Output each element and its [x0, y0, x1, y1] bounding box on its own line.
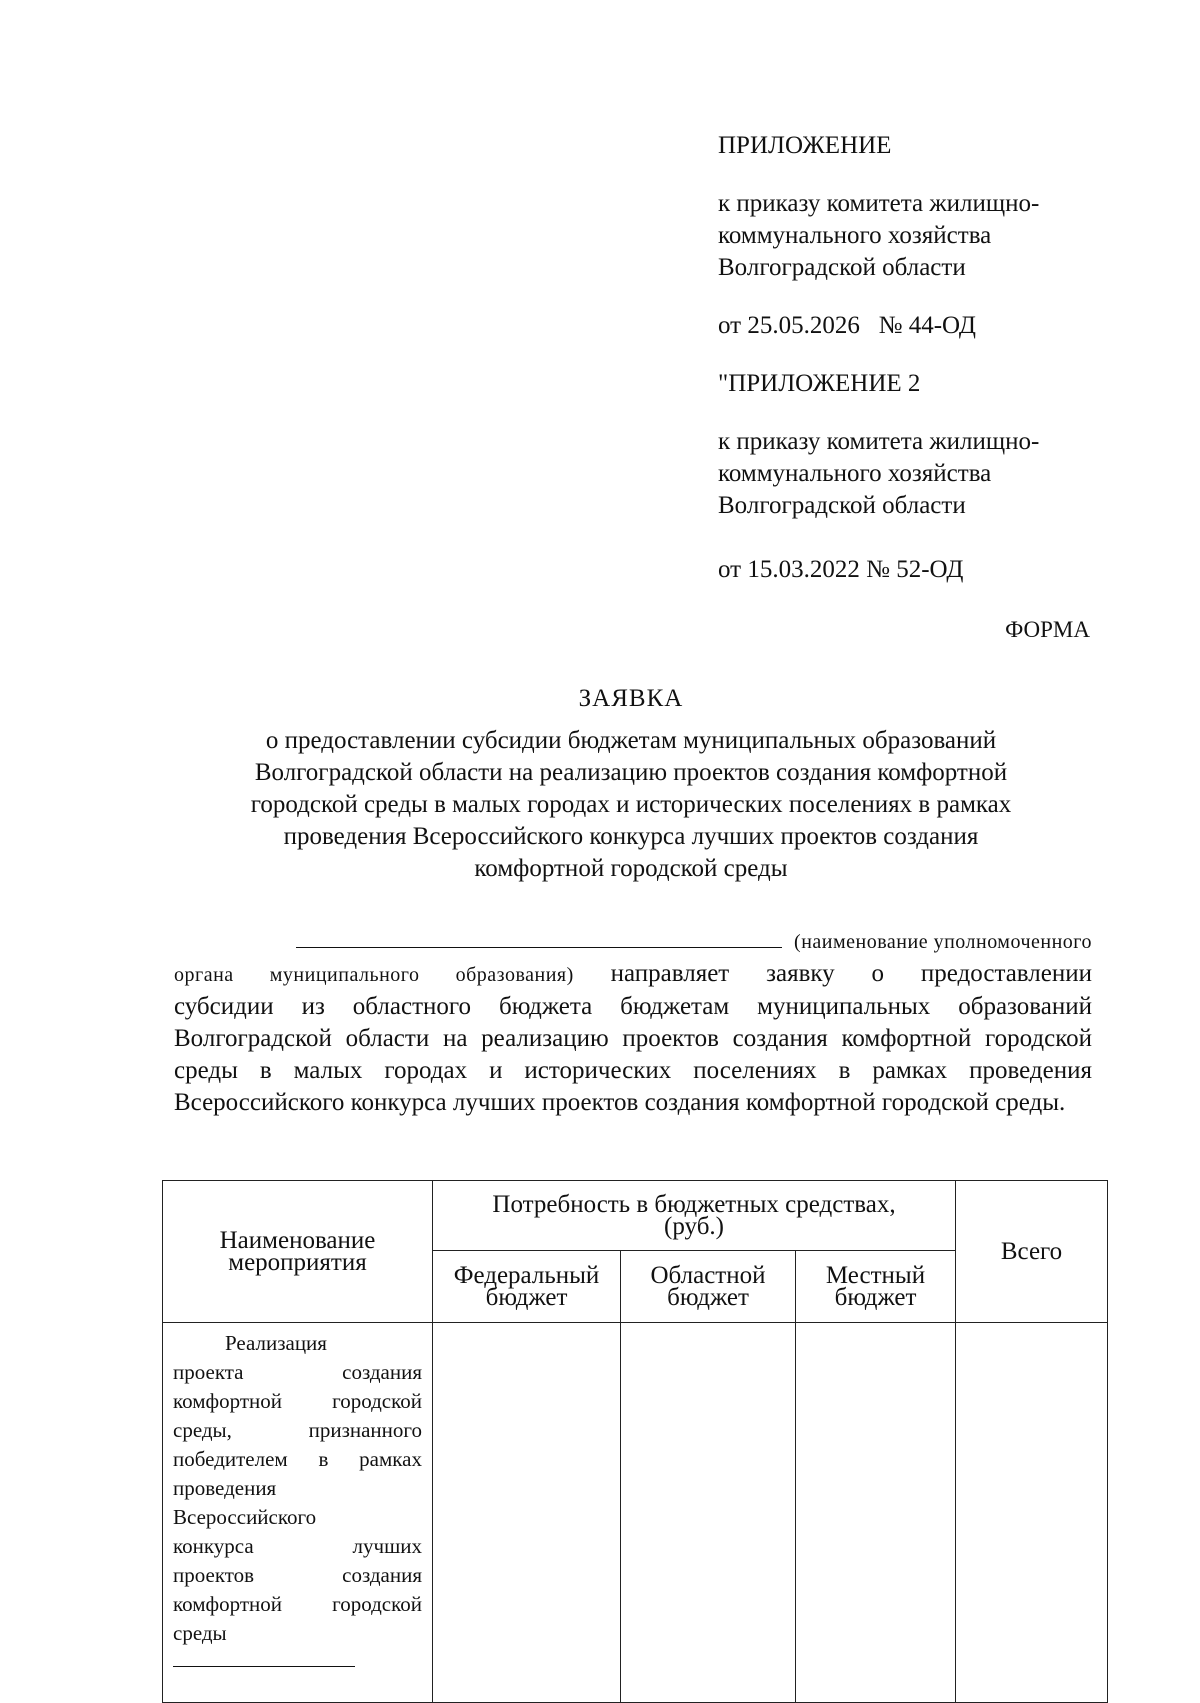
appendix-order-line: коммунального хозяйства [718, 222, 992, 249]
form-label: ФОРМА [1005, 617, 1090, 642]
blank-hint: (наименование уполномоченного [794, 931, 1092, 953]
appendix-order-line: к приказу комитета жилищно- [718, 428, 1040, 455]
cell-total[interactable] [956, 1323, 1108, 1703]
appendix-date-number: от 25.05.2026 № 44-ОД [718, 312, 976, 339]
name-line: проекта создания [173, 1360, 422, 1384]
request-body [174, 925, 1092, 1119]
cell-federal[interactable] [433, 1323, 621, 1703]
footnote-separator [173, 1666, 355, 1667]
body-text-line: направляет заявку о предоставлении [573, 960, 1092, 987]
body-text: субсидии из областного бюджета бюджетам муниципальных образований Волгоградской области на реализацию проектов создания комфортной городской среды в малых городах и исторических поселениях в рамках проведения Всероссийского конкурса лучших проектов создания комфортной городской среды. [174, 993, 1092, 1116]
subtitle-line: проведения Всероссийского конкурса лучших проектов создания [283, 823, 979, 850]
subtitle-line: комфортной городской среды [474, 855, 788, 882]
name-line: конкурса лучших [173, 1534, 422, 1558]
appendix-title-2: "ПРИЛОЖЕНИЕ 2 [718, 370, 921, 397]
budget-table [162, 1180, 1108, 1703]
name-line: победителем в рамках [173, 1447, 422, 1471]
name-line: комфортной городской [173, 1592, 422, 1616]
col-header-name: Наименование мероприятия [163, 1181, 433, 1323]
authority-name-blank[interactable] [296, 927, 782, 948]
appendix-order-line: Волгоградской области [718, 492, 966, 519]
cell-local[interactable] [796, 1323, 956, 1703]
appendix-order-line: к приказу комитета жилищно- [718, 190, 1040, 217]
name-line: проектов создания [173, 1563, 422, 1587]
name-line: проведения [173, 1476, 277, 1500]
subtitle-line: Волгоградской области на реализацию проектов создания комфортной [254, 759, 1008, 786]
name-line: среды [173, 1621, 227, 1645]
appendix-title: ПРИЛОЖЕНИЕ [718, 132, 892, 159]
name-line: комфортной городской [173, 1389, 422, 1413]
name-line: Всероссийского [173, 1505, 317, 1529]
appendix-order-line: Волгоградской области [718, 254, 966, 281]
blank-hint-continued: органа муниципального образования) [174, 964, 574, 986]
col-header-total: Всего [956, 1181, 1108, 1323]
col-header-federal: Федеральный бюджет [433, 1251, 621, 1323]
col-header-need: Потребность в бюджетных средствах, (руб.) [433, 1181, 956, 1251]
col-header-local: Местный бюджет [796, 1251, 956, 1323]
name-line: Реализация [225, 1331, 327, 1355]
subtitle-line: городской среды в малых городах и исторических поселениях в рамках [250, 791, 1012, 818]
appendix-order-line: коммунального хозяйства [718, 460, 992, 487]
subtitle-line: о предоставлении субсидии бюджетам муниципальных образований [265, 727, 997, 754]
cell-activity-name [163, 1323, 433, 1703]
col-header-regional: Областной бюджет [621, 1251, 796, 1323]
appendix-header [718, 130, 1138, 586]
table-row [163, 1323, 1108, 1703]
cell-regional[interactable] [621, 1323, 796, 1703]
request-title: ЗАЯВКА [578, 685, 684, 712]
appendix-date-number-2: от 15.03.2022 № 52-ОД [718, 556, 964, 583]
request-subtitle [200, 725, 1062, 885]
name-line: среды, признанного [173, 1418, 422, 1442]
